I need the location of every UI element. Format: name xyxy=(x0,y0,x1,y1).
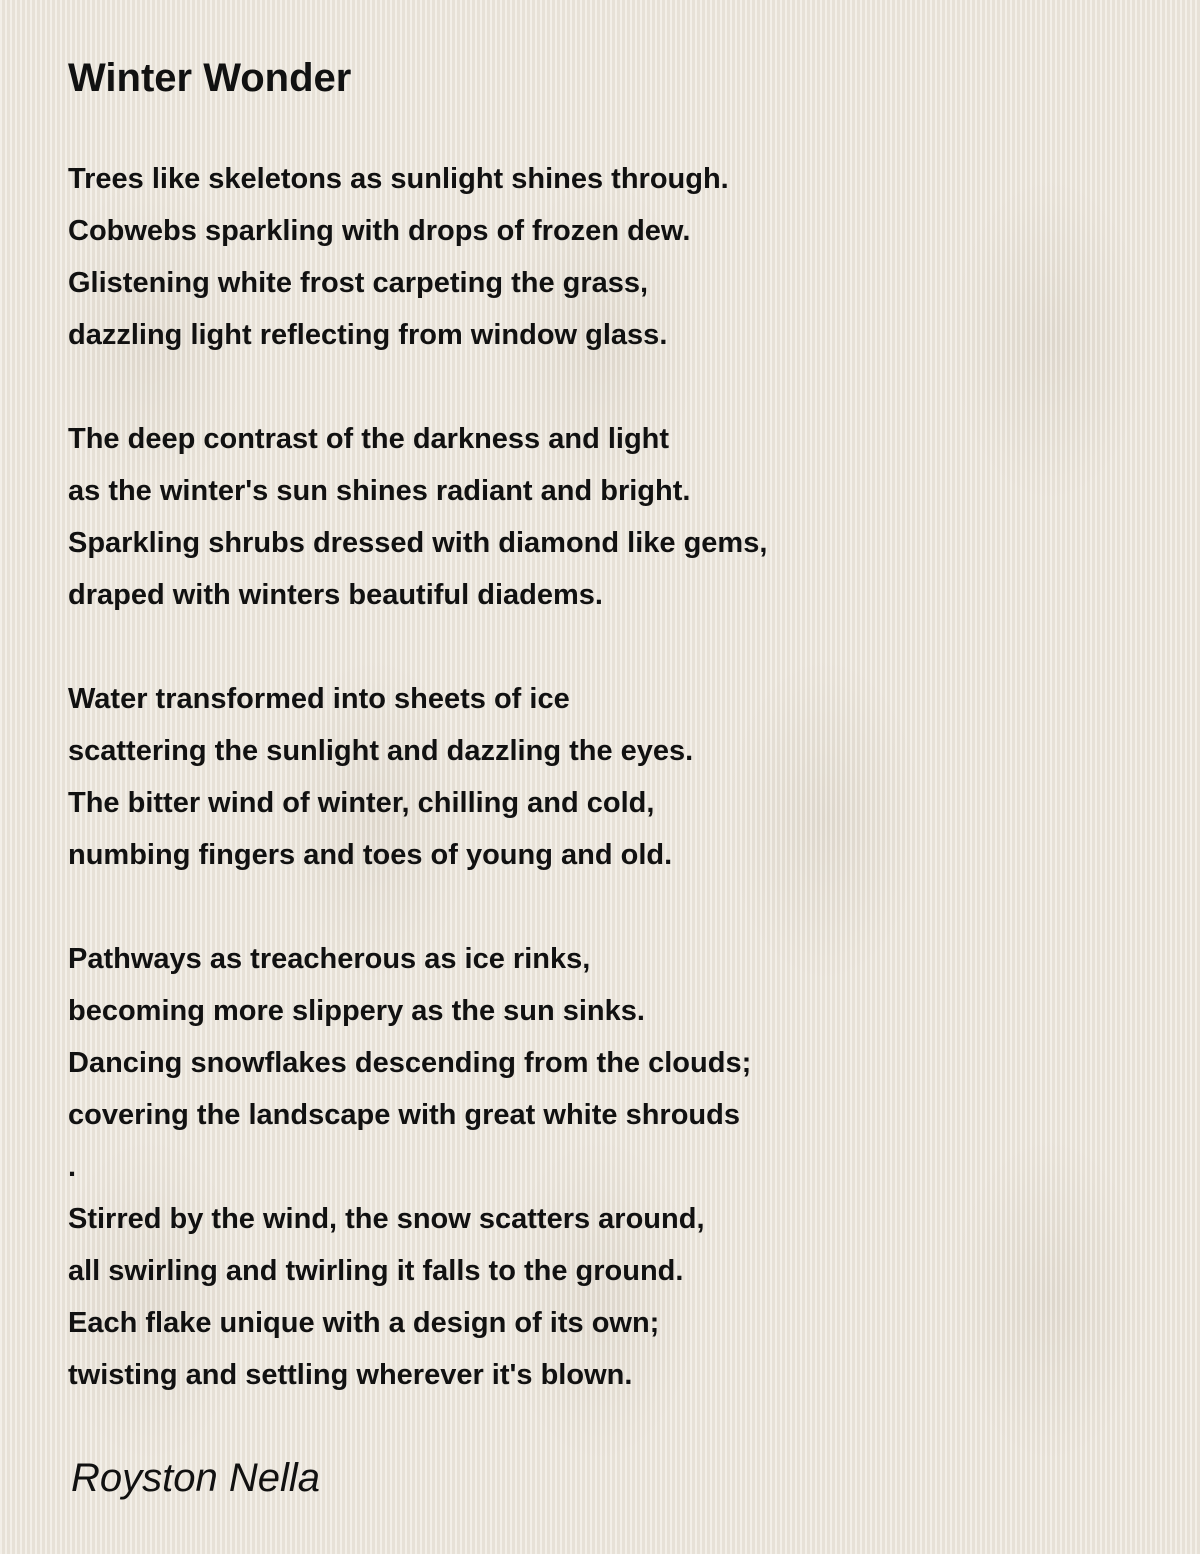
poem-line: becoming more slippery as the sun sinks. xyxy=(68,995,645,1027)
poem-line: scattering the sunlight and dazzling the eyes. xyxy=(68,735,694,767)
poem-line: covering the landscape with great white shrouds xyxy=(68,1099,740,1131)
poem-line: Glistening white frost carpeting the grass, xyxy=(68,267,649,299)
poem-page xyxy=(68,52,1148,1500)
poem-line: numbing fingers and toes of young and old. xyxy=(68,839,673,871)
poem-author: Royston Nella xyxy=(71,1456,321,1500)
poem-line: Trees like skeletons as sunlight shines through. xyxy=(68,163,729,195)
poem-body xyxy=(68,153,1148,1401)
poem-line: Cobwebs sparkling with drops of frozen dew. xyxy=(68,215,691,247)
stanza-break xyxy=(68,361,1148,413)
poem-line: as the winter's sun shines radiant and bright. xyxy=(68,475,691,507)
poem-line: Water transformed into sheets of ice xyxy=(68,683,570,715)
poem-line: . xyxy=(68,1151,77,1183)
poem-line: Sparkling shrubs dressed with diamond like gems, xyxy=(68,527,768,559)
stanza-break xyxy=(68,621,1148,673)
poem-line: Each flake unique with a design of its own; xyxy=(68,1307,660,1339)
poem-line: The bitter wind of winter, chilling and cold, xyxy=(68,787,655,819)
poem-line: Pathways as treacherous as ice rinks, xyxy=(68,943,591,975)
poem-line: The deep contrast of the darkness and light xyxy=(68,423,670,455)
poem-line: twisting and settling wherever it's blown. xyxy=(68,1359,633,1391)
poem-line: dazzling light reflecting from window glass. xyxy=(68,319,668,351)
poem-line: all swirling and twirling it falls to the ground. xyxy=(68,1255,684,1287)
poem-line: Dancing snowflakes descending from the clouds; xyxy=(68,1047,752,1079)
stanza-break xyxy=(68,881,1148,933)
poem-title: Winter Wonder xyxy=(68,56,352,100)
poem-line: draped with winters beautiful diadems. xyxy=(68,579,603,611)
poem-line: Stirred by the wind, the snow scatters around, xyxy=(68,1203,705,1235)
